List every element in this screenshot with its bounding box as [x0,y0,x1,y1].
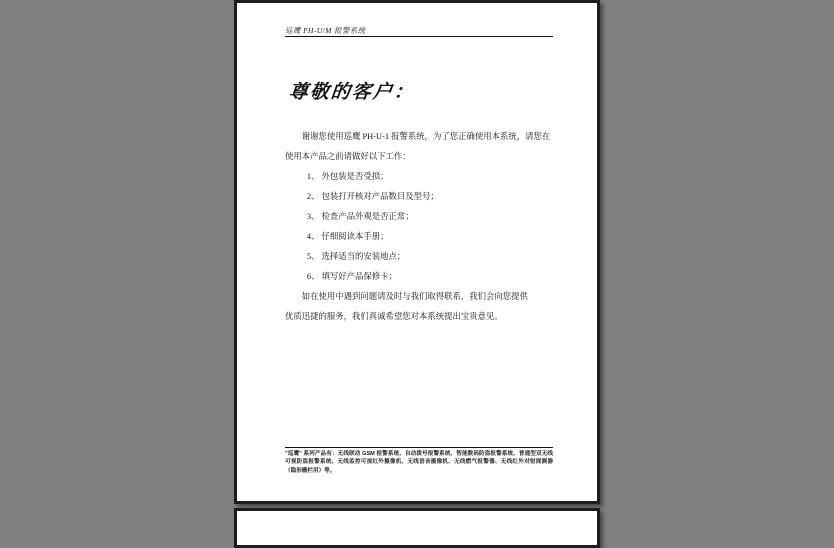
closing-paragraph-line2: 优质迅捷的服务，我们真诚希望您对本系统提出宝贵意见。 [285,312,503,321]
list-item: 5、 选择适当的安装地点； [306,252,406,261]
checklist [285,167,553,287]
list-item: 4、 仔细阅读本手册； [306,232,389,241]
page-header: 巡鹰 PH-U/M 报警系统 [285,26,366,35]
list-item: 1、 外包装是否受损； [306,172,389,181]
page-title: 尊敬的客户： [287,81,417,103]
document-page-2 [234,508,600,548]
list-item: 3、 检查产品外观是否正常； [306,212,414,221]
list-item: 6、 填写好产品保修卡； [306,272,397,281]
list-item: 2、 包装打开核对产品数目及型号； [306,192,439,201]
page-content [237,3,597,501]
document-page-1 [234,0,600,504]
body-text [285,127,553,327]
header-divider [285,36,553,37]
page-footnote: "巡鹰" 系列产品有：无线联动 GSM 报警系统、自动拨号报警系统、智能数码防盗报警系统、普通型双无线可视防盗报警系统、无线监控可视红外摄像机、无线语音摄像机、无线燃气报警器、无线红外对射探测器（隐形栅栏用）等。 [285,447,553,475]
intro-paragraph: 谢谢您使用巡鹰 PH-U-1 报警系统，为了您正确使用本系统，请您在使用本产品之前请做好以下工作： [285,132,551,161]
closing-paragraph-line1: 如在使用中遇到问题请及时与我们取得联系，我们会向您提供 [301,292,528,301]
